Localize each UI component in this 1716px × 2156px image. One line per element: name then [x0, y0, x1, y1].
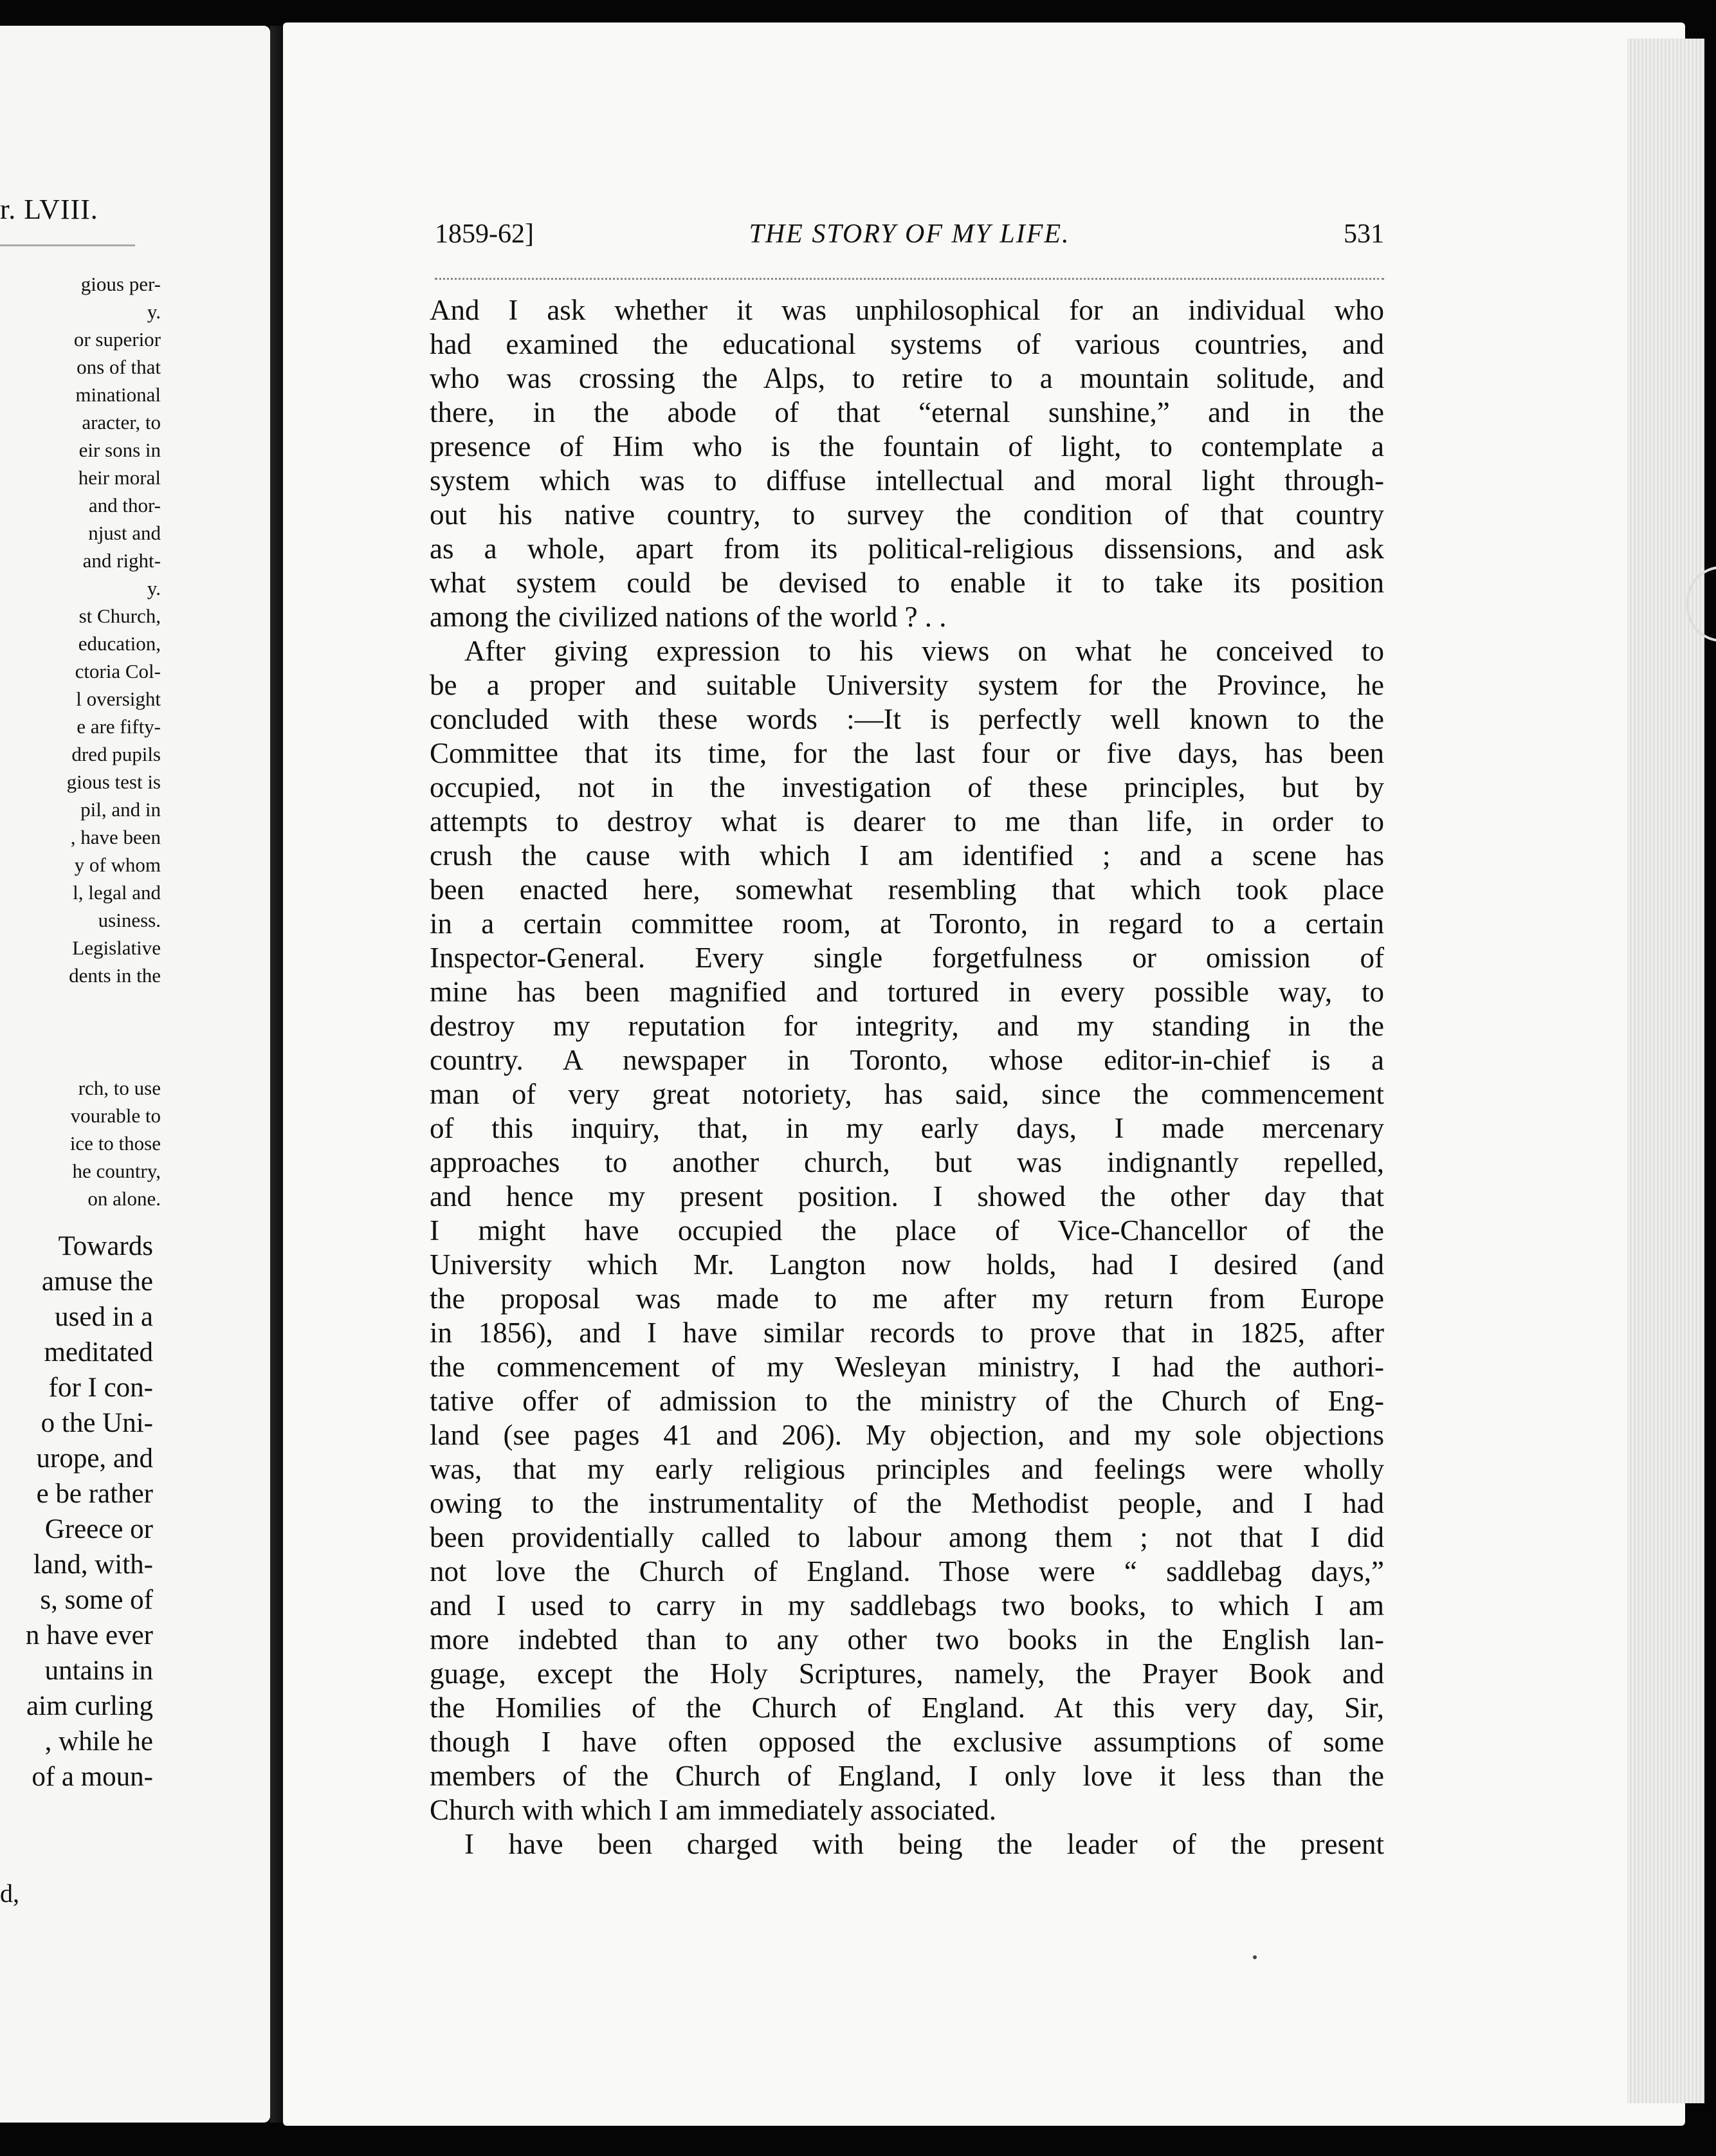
left-line: heir moral	[78, 466, 161, 489]
left-line: n have ever	[25, 1620, 153, 1650]
text-line: the proposal was made to me after my return from Europe	[430, 1283, 1384, 1315]
running-head-title: THE STORY OF MY LIFE.	[749, 219, 1070, 249]
left-line: ctoria Col-	[75, 660, 161, 682]
text-line: and hence my present position. I showed the other day that	[430, 1180, 1384, 1212]
left-line: ons of that	[77, 356, 161, 378]
left-line: y.	[147, 577, 161, 599]
left-line: o the Uni-	[41, 1408, 153, 1438]
text-line: was, that my early religious principles and feelings were wholly	[430, 1453, 1384, 1485]
text-line: the commencement of my Wesleyan ministry, I had the authori-	[430, 1351, 1384, 1383]
left-line: Greece or	[44, 1514, 153, 1544]
left-line: he country,	[72, 1160, 161, 1182]
text-line: been providentially called to labour among them ; not that I did	[430, 1521, 1384, 1553]
left-line: y.	[147, 300, 161, 323]
left-line: e be rather	[36, 1479, 153, 1509]
text-line: and I used to carry in my saddlebags two books, to which I am	[430, 1589, 1384, 1622]
text-line: owing to the instrumentality of the Methodist people, and I had	[430, 1487, 1384, 1519]
page-number: 531	[1344, 219, 1384, 249]
left-line: or superior	[73, 328, 161, 351]
text-line: though I have often opposed the exclusive assumptions of some	[430, 1726, 1384, 1758]
left-page-text-block	[67, 270, 161, 989]
left-line: minational	[75, 383, 161, 406]
page-edges	[1627, 39, 1704, 2103]
header-rule	[435, 278, 1384, 280]
left-line: eir sons in	[78, 439, 161, 461]
left-line: s, some of	[40, 1585, 153, 1615]
running-head	[435, 219, 1384, 257]
text-line: Committee that its time, for the last four or five days, has been	[430, 737, 1384, 769]
text-line: more indebted than to any other two books in the English lan-	[430, 1623, 1384, 1656]
text-line: there, in the abode of that “eternal sunshine,” and in the	[430, 396, 1384, 428]
left-page-header: r. LVIII.	[0, 194, 98, 225]
running-head-date-range: 1859-62]	[435, 219, 534, 249]
text-line: as a whole, apart from its political-religious dissensions, and ask	[430, 533, 1384, 565]
left-page-text-block-2	[70, 1074, 161, 1212]
text-line: be a proper and suitable University system for the Province, he	[430, 669, 1384, 701]
left-line: for I con-	[48, 1373, 153, 1403]
text-line: tative offer of admission to the ministry of the Church of Eng-	[430, 1385, 1384, 1417]
left-line: land, with-	[33, 1549, 153, 1580]
text-line: been enacted here, somewhat resembling that which took place	[430, 873, 1384, 906]
text-line: crush the cause with which I am identified ; and a scene has	[430, 839, 1384, 872]
text-line: After giving expression to his views on what he conceived to	[464, 635, 1384, 667]
left-page-text-block-3	[26, 1229, 153, 1795]
left-line: untains in	[44, 1656, 153, 1686]
left-line: y of whom	[74, 854, 161, 876]
text-line: presence of Him who is the fountain of light, to contemplate a	[430, 430, 1384, 462]
left-line: l oversight	[76, 688, 161, 710]
text-line: land (see pages 41 and 206). My objection, and my sole objections	[430, 1419, 1384, 1451]
text-line: what system could be devised to enable it to take its position	[430, 567, 1384, 599]
left-line: vourable to	[70, 1104, 161, 1127]
text-line: not love the Church of England. Those were “ saddlebag days,”	[430, 1555, 1384, 1587]
left-line: st Church,	[78, 605, 161, 627]
left-line: education,	[78, 632, 161, 655]
left-line: ice to those	[69, 1132, 161, 1155]
text-line: in 1856), and I have similar records to prove that in 1825, after	[430, 1317, 1384, 1349]
text-line: destroy my reputation for integrity, and my standing in the	[430, 1010, 1384, 1042]
left-page-rule	[0, 244, 135, 246]
text-line: out his native country, to survey the condition of that country	[430, 498, 1384, 531]
left-line: dents in the	[69, 964, 161, 987]
text-line: had examined the educational systems of various countries, and	[430, 328, 1384, 360]
left-line: and thor-	[88, 494, 161, 516]
text-line: Church with which I am immediately associated.	[430, 1794, 997, 1826]
text-line: in a certain committee room, at Toronto, in regard to a certain	[430, 908, 1384, 940]
text-line: man of very great notoriety, has said, since the commencement	[430, 1078, 1384, 1110]
left-line: meditated	[44, 1337, 153, 1367]
left-line: on alone.	[87, 1187, 161, 1210]
text-line: University which Mr. Langton now holds, had I desired (and	[430, 1248, 1384, 1281]
left-line: of a moun-	[32, 1762, 153, 1792]
left-line: used in a	[55, 1302, 153, 1332]
text-line: concluded with these words :—It is perfectly well known to the	[430, 703, 1384, 735]
text-line: I have been charged with being the leader of the present	[464, 1828, 1384, 1860]
left-line: , while he	[44, 1726, 153, 1757]
text-line: members of the Church of England, I only love it less than the	[430, 1760, 1384, 1792]
left-line: Towards	[58, 1231, 153, 1261]
text-line: approaches to another church, but was indignantly repelled,	[430, 1146, 1384, 1178]
text-line: country. A newspaper in Toronto, whose editor-in-chief is a	[430, 1044, 1384, 1076]
left-page	[0, 26, 270, 2123]
text-line: system which was to diffuse intellectual and moral light through-	[430, 464, 1384, 497]
left-line: and right-	[82, 549, 161, 572]
paper-speck	[1253, 1955, 1257, 1959]
text-line: the Homilies of the Church of England. At this very day, Sir,	[430, 1692, 1384, 1724]
text-line: of this inquiry, that, in my early days, I made mercenary	[430, 1112, 1384, 1144]
text-line: occupied, not in the investigation of these principles, but by	[430, 771, 1384, 803]
text-line: mine has been magnified and tortured in every possible way, to	[430, 976, 1384, 1008]
left-line: pil, and in	[80, 798, 161, 821]
left-line: usiness.	[98, 909, 161, 931]
left-line: rch, to use	[78, 1077, 161, 1099]
text-line: I might have occupied the place of Vice-Chancellor of the	[430, 1214, 1384, 1247]
text-line: Inspector-General. Every single forgetfulness or omission of	[430, 942, 1384, 974]
text-line: who was crossing the Alps, to retire to a mountain solitude, and	[430, 362, 1384, 394]
left-page-fragment: d,	[0, 1879, 19, 1908]
body-text	[430, 293, 1384, 1861]
left-line: Legislative	[72, 936, 161, 959]
left-line: gious per-	[80, 273, 161, 295]
left-line: urope, and	[36, 1443, 153, 1474]
left-line: njust and	[88, 522, 161, 544]
left-line: l, legal and	[73, 881, 161, 904]
left-line: e are fifty-	[77, 715, 161, 738]
left-line: aracter, to	[82, 411, 161, 434]
text-line: among the civilized nations of the world ? . .	[430, 601, 947, 633]
left-line: gious test is	[66, 771, 161, 793]
left-line: amuse the	[41, 1266, 153, 1297]
text-line: And I ask whether it was unphilosophical for an individual who	[430, 294, 1384, 326]
left-line: dred pupils	[71, 743, 161, 765]
left-line: aim curling	[26, 1691, 153, 1721]
text-line: guage, except the Holy Scriptures, namely, the Prayer Book and	[430, 1658, 1384, 1690]
left-line: , have been	[70, 826, 161, 848]
text-line: attempts to destroy what is dearer to me than life, in order to	[430, 805, 1384, 837]
